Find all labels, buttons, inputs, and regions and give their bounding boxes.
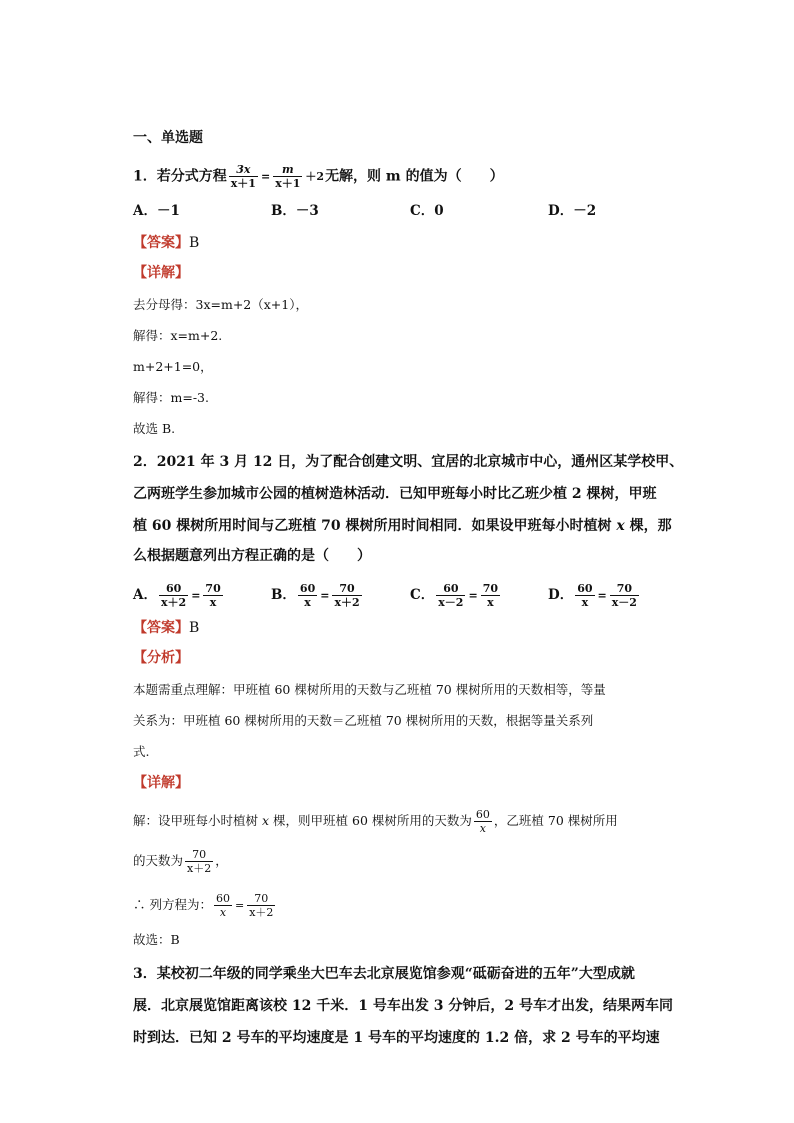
q2-option-c: C． $\frac{60}{x-2}$ = $\frac{70}{x}$ xyxy=(410,582,498,609)
q2-detail-1: 解：设甲班每小时植树 x 棵，则甲班植 60 棵树所用的天数为 $\frac{60}{x}$ ，乙班植 70 棵树所用 xyxy=(133,808,618,835)
q1-prefix: 1．若分式方程 xyxy=(133,168,227,185)
q3-line-2: 展．北京展览馆距离该校 12 千米．1 号车出发 3 分钟后，2 号车才出发，结果两车同 xyxy=(133,998,673,1014)
q2-option-b: B． $\frac{60}{x}$ = $\frac{70}{x+2}$ xyxy=(271,582,360,609)
q2-line-3: 植 60 棵树所用时间与乙班植 70 棵树所用时间相同．如果设甲班每小时植树 x 棵，那 xyxy=(133,518,672,534)
q2-line-1: 2．2021 年 3 月 12 日，为了配合创建文明、宜居的北京城市中心，通州区某学校甲、 xyxy=(133,454,684,470)
q2-detail-tag: 【详解】 xyxy=(133,775,189,791)
q1-option-a: A．－1 xyxy=(133,203,180,219)
q2-detail-3: ∴ 列方程为： $\frac{60}{x}$ = $\frac{70}{x+2}$ xyxy=(133,892,274,919)
q1-step-5: 故选 B. xyxy=(133,421,176,436)
q3-line-3: 时到达．已知 2 号车的平均速度是 1 号车的平均速度的 1.2 倍，求 2 号车的平均速 xyxy=(133,1030,660,1046)
q1-option-b: B．－3 xyxy=(271,203,319,219)
q1-fraction-left: $\frac{3x}{x+1}$ xyxy=(230,163,256,190)
q2-option-d: D． $\frac{60}{x}$ = $\frac{70}{x-2}$ xyxy=(548,582,637,609)
q1-stem: 1．若分式方程 $\frac{3x}{x+1}$ = $\frac{m}{x+1}$ ＋2无解，则 m 的值为（ ） xyxy=(133,163,504,190)
q2-analysis-2: 关系为：甲班植 60 棵树所用的天数＝乙班植 70 棵树所用的天数，根据等量关系列 xyxy=(133,713,594,728)
q1-step-2: 解得：x=m+2. xyxy=(133,328,223,343)
q1-answer: 【答案】B xyxy=(133,235,200,251)
q1-detail-tag: 【详解】 xyxy=(133,265,189,281)
q2-analysis-3: 式. xyxy=(133,744,150,759)
q1-fraction-right: $\frac{m}{x+1}$ xyxy=(275,163,301,190)
q1-suffix: 无解，则 m 的值为（ ） xyxy=(325,168,504,185)
q2-line-2: 乙两班学生参加城市公园的植树造林活动．已知甲班每小时比乙班少植 2 棵树，甲班 xyxy=(133,486,657,502)
q2-detail-2: 的天数为 $\frac{70}{x+2}$ ， xyxy=(133,848,228,875)
q2-option-a: A． $\frac{60}{x+2}$ = $\frac{70}{x}$ xyxy=(133,582,221,609)
q3-line-1: 3．某校初二年级的同学乘坐大巴车去北京展览馆参观“砥砺奋进的五年”大型成就 xyxy=(133,966,635,982)
q2-conclusion: 故选：B xyxy=(133,932,180,947)
q1-step-1: 去分母得：3x=m+2（x+1）， xyxy=(133,297,308,312)
q2-line-4: 么根据题意列出方程正确的是（ ） xyxy=(133,548,371,564)
q1-step-4: 解得：m=-3. xyxy=(133,390,209,405)
q1-option-c: C．0 xyxy=(410,203,444,219)
q2-answer: 【答案】B xyxy=(133,620,200,636)
section-title: 一、单选题 xyxy=(133,130,203,146)
q1-option-d: D．－2 xyxy=(548,203,597,219)
q2-analysis-tag: 【分析】 xyxy=(133,650,189,666)
q1-step-3: m+2+1=0， xyxy=(133,359,213,374)
q2-analysis-1: 本题需重点理解：甲班植 60 棵树所用的天数与乙班植 70 棵树所用的天数相等，等量 xyxy=(133,682,606,697)
